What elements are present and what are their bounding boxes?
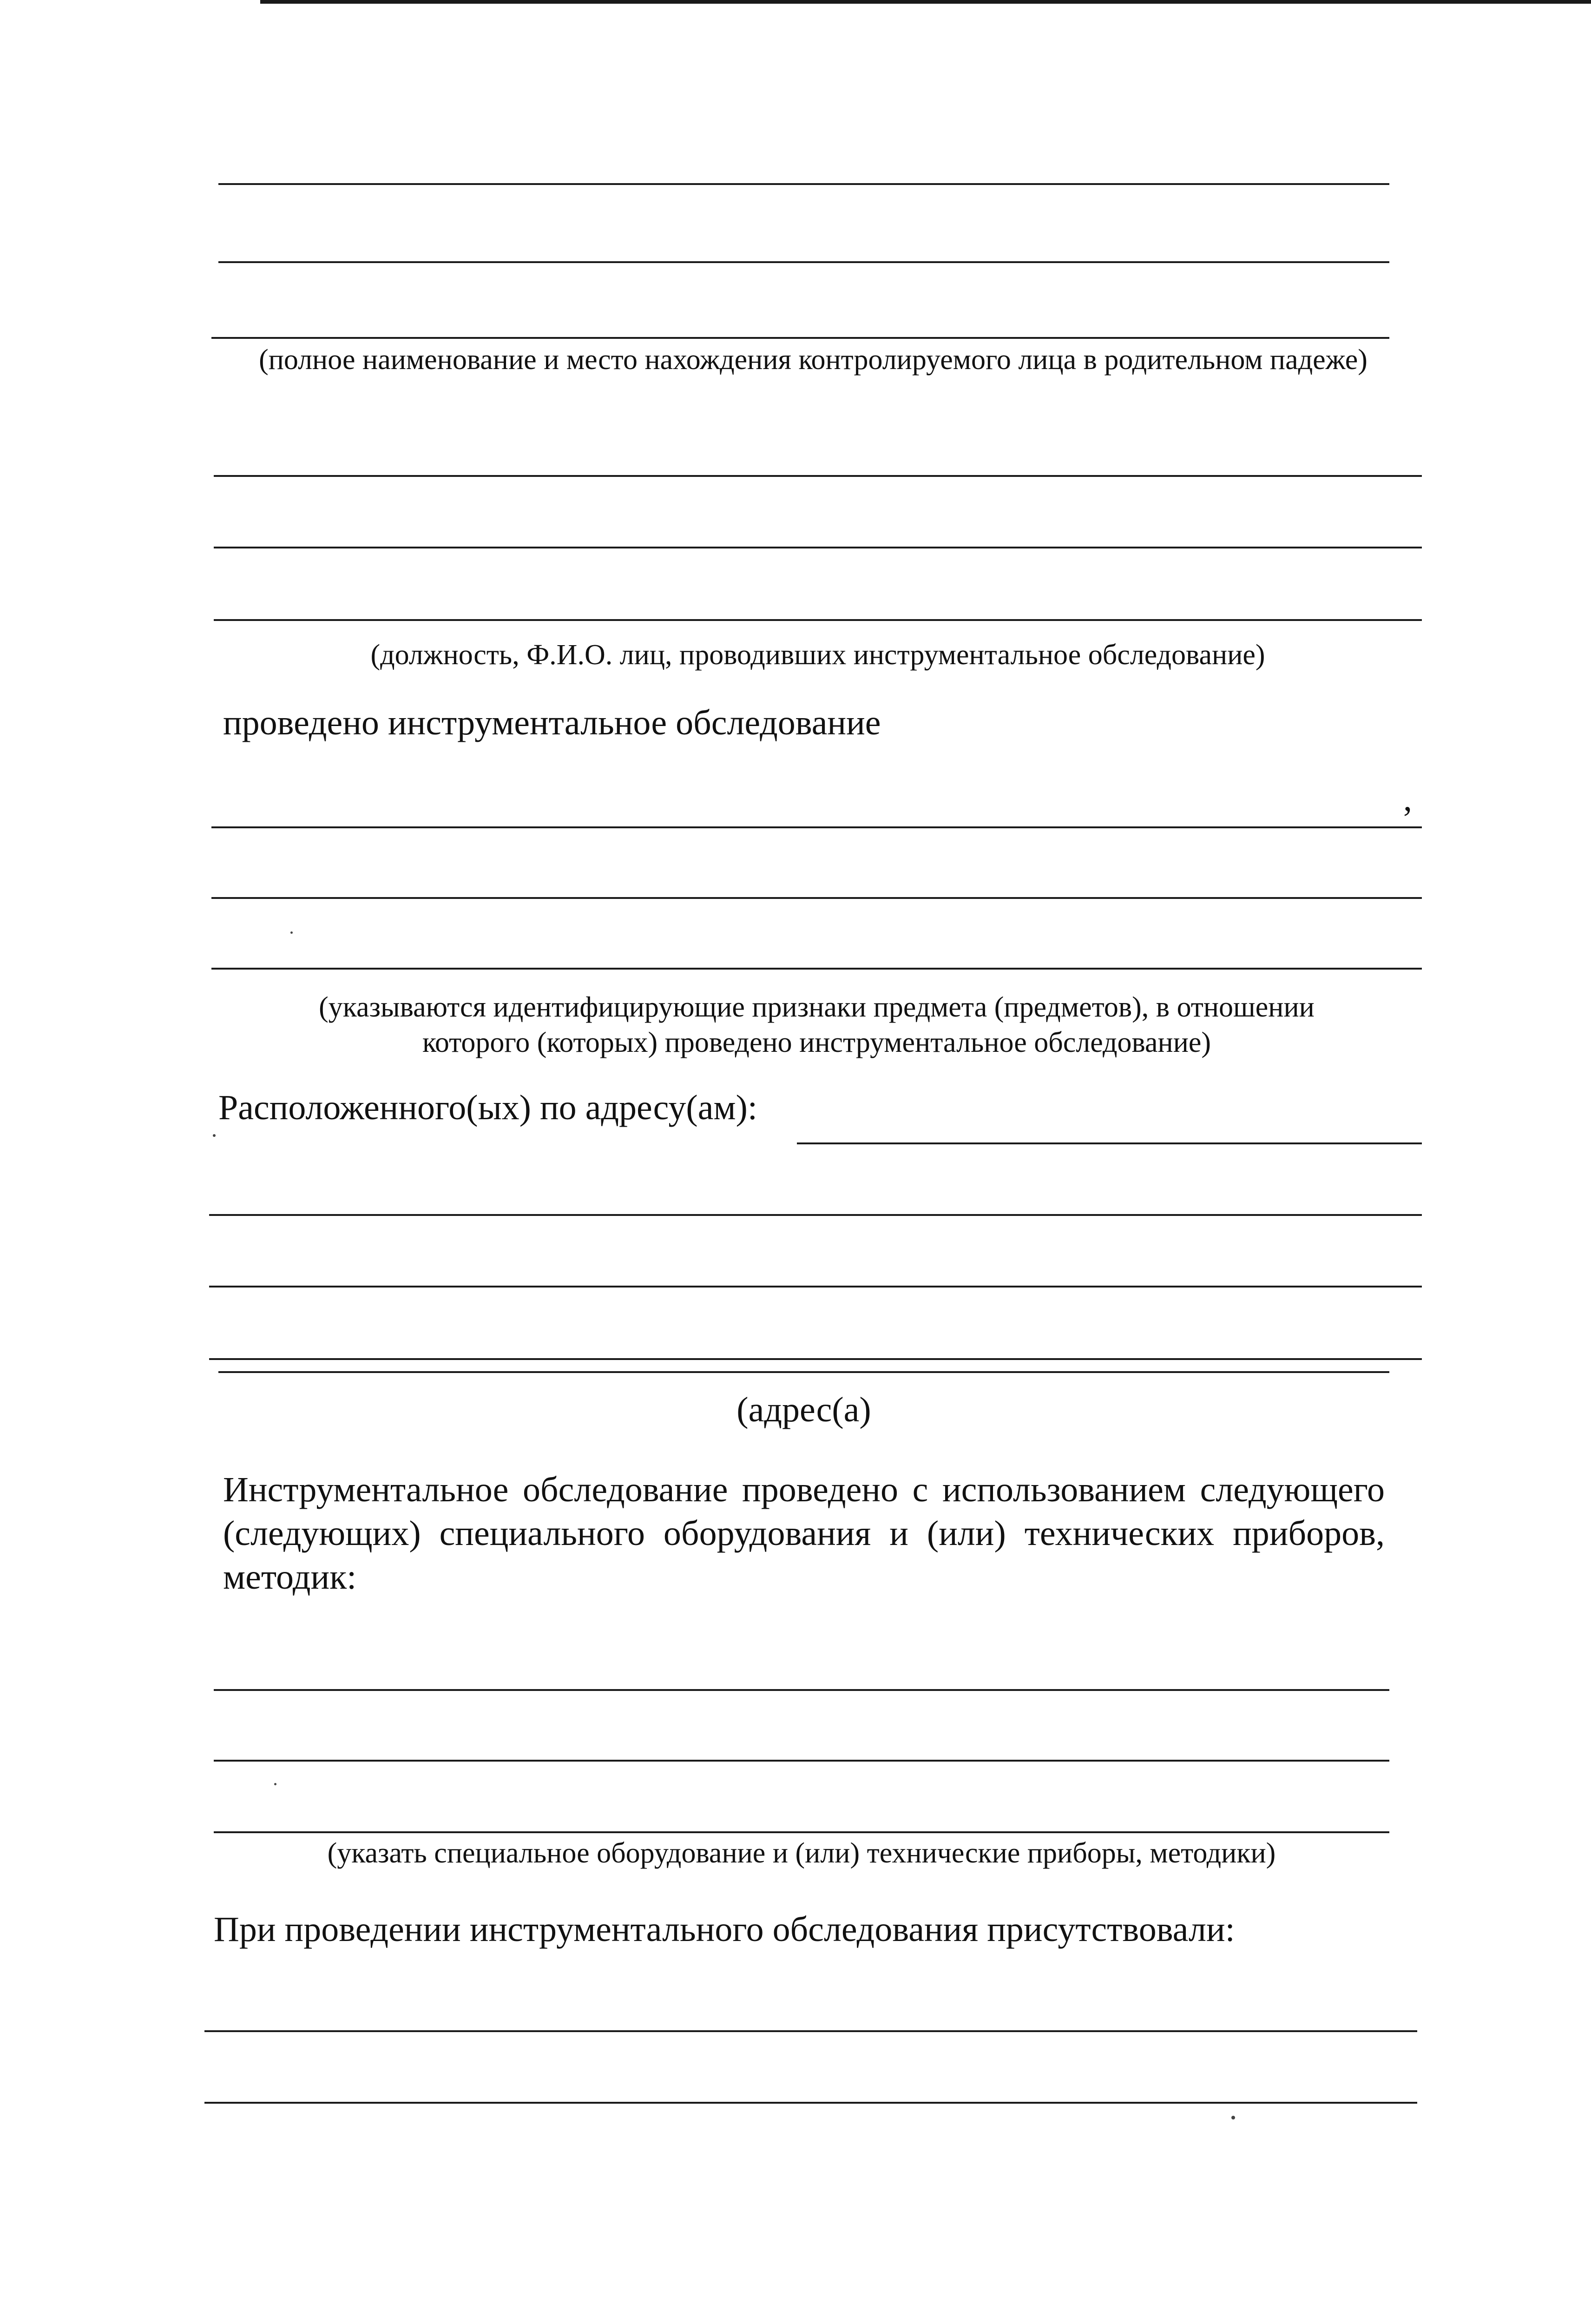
text-conducted: проведено инструментальное обследование [223,703,881,742]
caption-subject-line2: которого (которых) проведено инструментальное обследование) [422,1027,1211,1058]
caption-inspectors: (должность, Ф.И.О. лиц, проводивших инструментальное обследование) [370,639,1265,671]
fill-line[interactable] [214,547,1422,548]
caption-equipment: (указать специальное оборудование и (или) технические приборы, методики) [327,1837,1276,1869]
fill-line[interactable] [211,968,1422,970]
fill-line[interactable] [214,619,1422,621]
trailing-comma: , [1403,779,1412,819]
text-present: При проведении инструментального обследования присутствовали: [214,1910,1235,1949]
fill-line[interactable] [209,1286,1422,1287]
scan-speck [213,1134,216,1137]
scan-speck [1231,2116,1235,2119]
scan-speck [274,1783,276,1785]
fill-line[interactable] [211,897,1422,899]
fill-line[interactable] [211,826,1422,828]
caption-address: (адрес(а) [736,1390,871,1429]
fill-line[interactable] [214,1831,1389,1833]
fill-line[interactable] [214,1760,1389,1762]
fill-line[interactable] [204,2030,1417,2032]
caption-controlled-person: (полное наименование и место нахождения контролируемого лица в родительном падеже) [259,344,1367,376]
fill-line[interactable] [218,261,1389,263]
fill-line[interactable] [209,1358,1422,1360]
fill-line[interactable] [797,1142,1422,1144]
text-equipment-intro: Инструментальное обследование проведено с использованием следующего (следующих) специального оборудования и (или) технических приборов, методик: [223,1470,1385,1597]
fill-line[interactable] [209,1214,1422,1216]
fill-line[interactable] [214,1689,1389,1691]
scan-top-edge [260,0,1591,4]
fill-line[interactable] [218,183,1389,185]
fill-line[interactable] [218,1371,1389,1373]
scan-speck [290,931,293,934]
caption-subject-line1: (указываются идентифицирующие признаки предмета (предметов), в отношении [319,991,1315,1023]
fill-line[interactable] [214,475,1422,477]
text-located-at: Расположенного(ых) по адресу(ам): [218,1088,757,1127]
fill-line[interactable] [211,337,1389,339]
fill-line[interactable] [204,2102,1417,2104]
